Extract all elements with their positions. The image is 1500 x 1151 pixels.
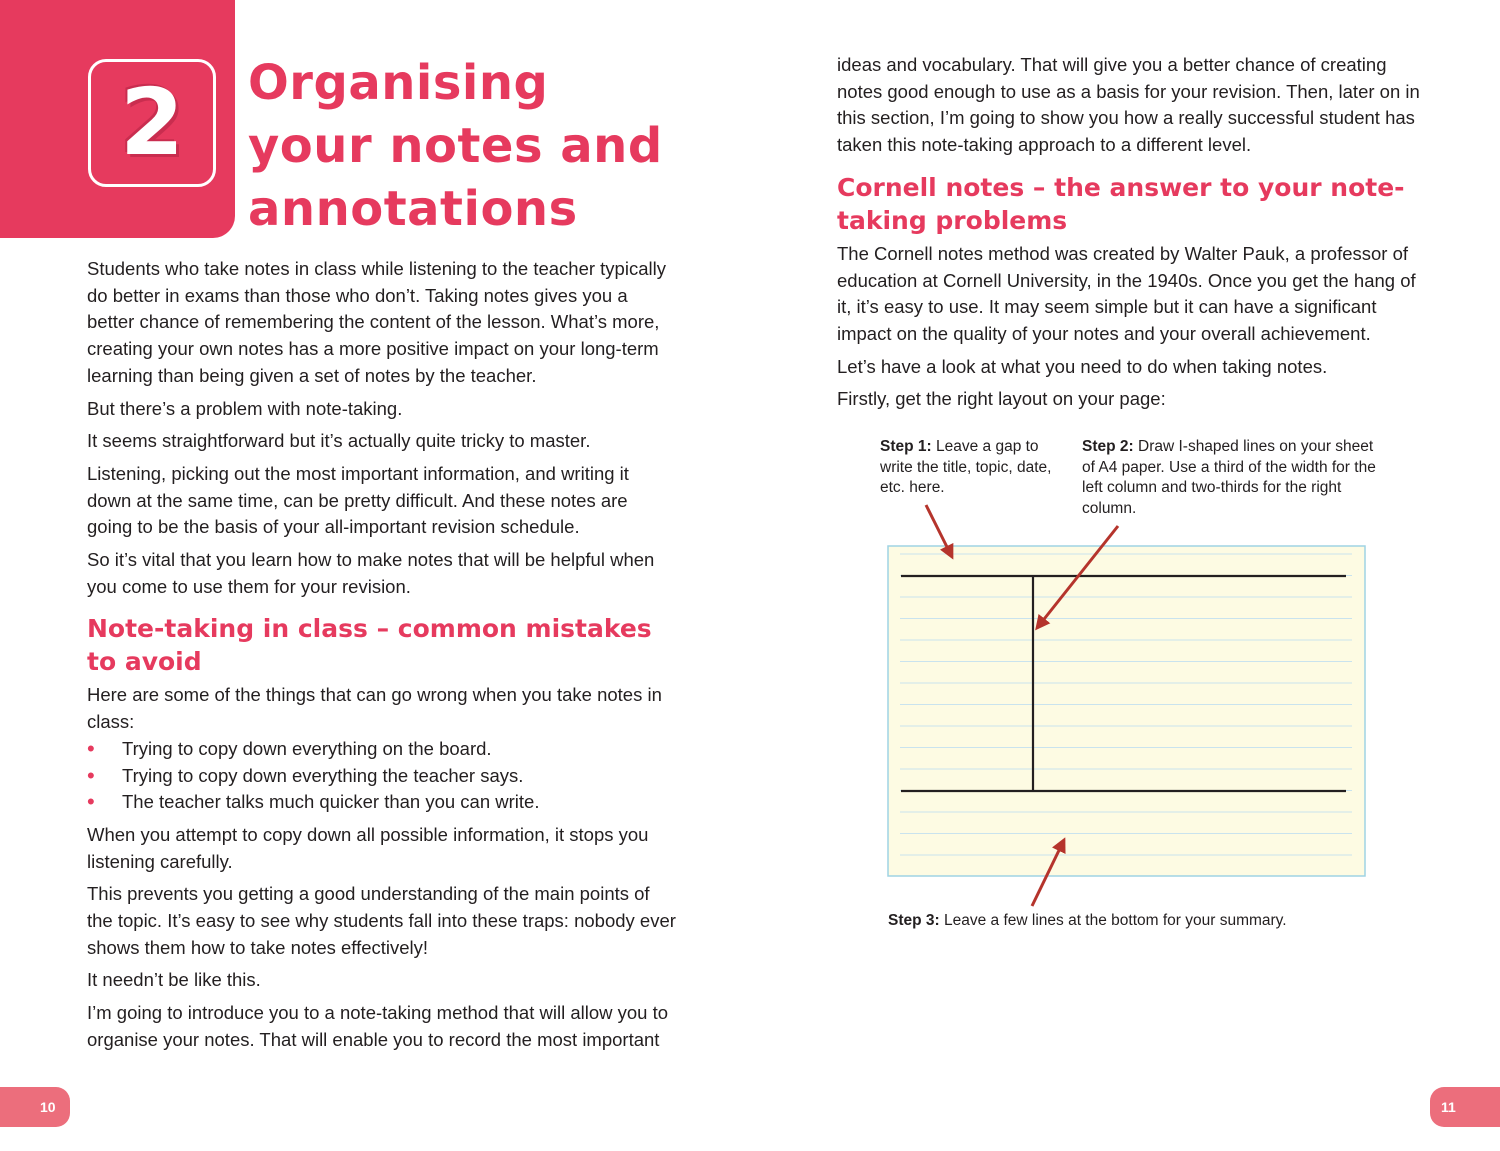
step3-caption [888,911,1348,932]
page-number-left: 10 [0,1087,70,1127]
step2-text: Draw I-shaped lines on your sheet of A4 paper. Use a third of the width for the left column and two-thirds for the right column. [1082,438,1376,517]
paragraph: It seems straightforward but it’s actually quite tricky to master. [87,430,591,452]
paragraph: I’m going to introduce you to a note-taking method that will allow you to organise your notes. That will enable you to record the most important [87,1002,669,1050]
paragraph: ideas and vocabulary. That will give you a better chance of creating notes good enough to use as a basis for your revision. Then, later on in this section, I’m going to show you how a really successful student has taken this note-taking approach to a different level. [837,54,1420,156]
section-heading-line: Cornell notes – the answer to your note- [837,172,1405,202]
paragraph: Here are some of the things that can go wrong when you take notes in class: [87,684,662,733]
paragraph: Firstly, get the right layout on your page: [837,388,1166,410]
step3-label: Step 3: [888,912,940,929]
step2-caption [1082,437,1382,519]
section-heading-line: to avoid [87,647,202,677]
paragraph: But there’s a problem with note-taking. [87,397,403,419]
list-item: • Trying to copy down everything on the board. [87,736,677,763]
paragraph: Students who take notes in class while listening to the teacher typically do better in exams than those who don’t. Taking notes gives you a better chance of remembering the content of the lesson. What’s more, creating your own notes has a more positive impact on your long-term learning than being given a set of notes by the teacher. [87,258,666,386]
list-item: • Trying to copy down everything the teacher says. [87,763,677,790]
section-heading-line: Note-taking in class – common mistakes [87,614,652,644]
step1-label: Step 1: [880,438,932,455]
paragraph: When you attempt to copy down all possible information, it stops you listening carefully. [87,823,649,872]
step3-text: Leave a few lines at the bottom for your summary. [939,912,1287,929]
chapter-title-line: annotations [248,181,578,237]
page-number-right: 11 [1430,1087,1500,1127]
chapter-title-line: Organising [248,55,549,111]
section-heading-line: taking problems [837,205,1068,235]
step1-caption [880,437,1060,499]
paragraph: It needn’t be like this. [87,969,261,991]
step2-label: Step 2: [1082,438,1134,455]
paragraph: Listening, picking out the most important information, and writing it down at the same time, can be pretty difficult. And these notes are going to be the basis of your all-important revision schedule. [87,462,629,538]
list-item: • The teacher talks much quicker than you can write. [87,789,677,816]
notebook-page [888,546,1365,876]
paragraph: This prevents you getting a good understanding of the main points of the topic. It’s easy to see why students fall into these traps: nobody ever shows them how to take notes effectively! [87,883,676,958]
chapter-number: 2 [119,69,184,176]
chapter-title-line: your notes and [248,118,663,174]
paragraph: The Cornell notes method was created by Walter Pauk, a professor of education at Cornell University, in the 1940s. Once you get the hang of it, it’s easy to use. It may seem simple but it can have a significant impact on the quality of your notes and your overall achievement. [837,242,1416,344]
paragraph: Let’s have a look at what you need to do when taking notes. [837,355,1328,377]
step1-text: Leave a gap to write the title, topic, date, etc. here. [880,438,1052,496]
paragraph: So it’s vital that you learn how to make notes that will be helpful when you come to use them for your revision. [87,549,655,597]
